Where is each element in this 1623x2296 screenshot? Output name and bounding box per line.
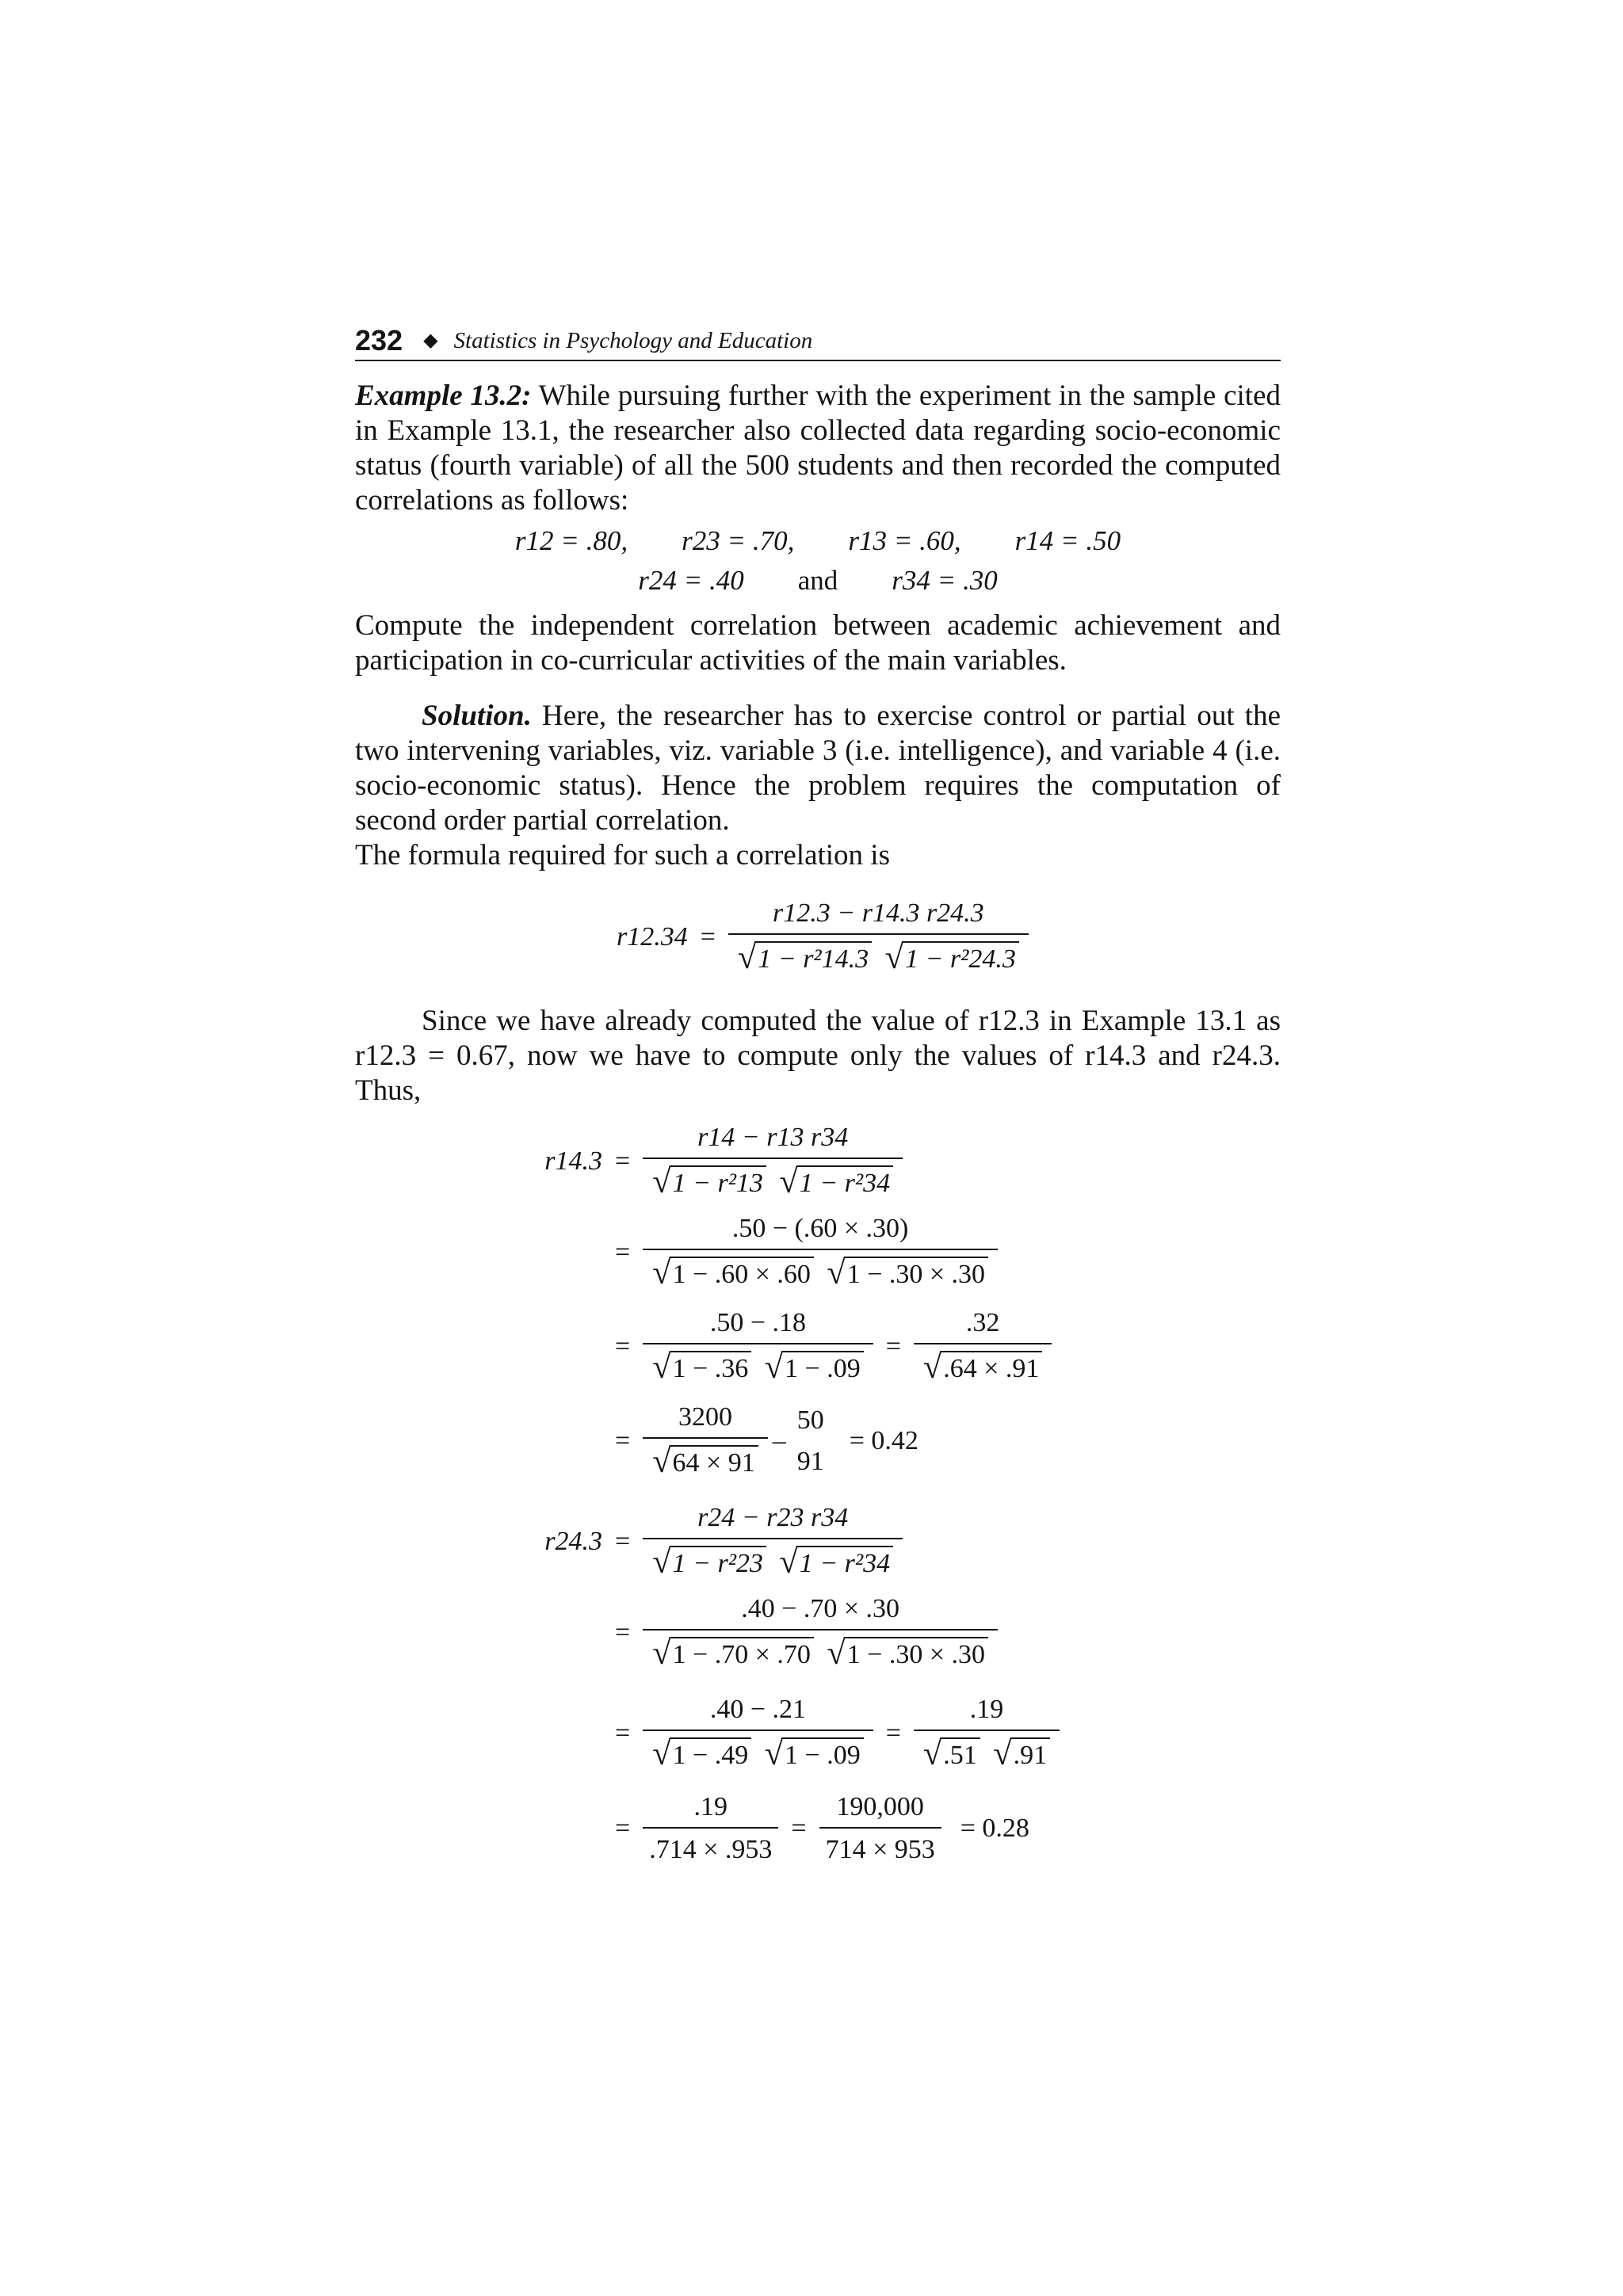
r24-3-line-2: = .40 − .70 × .30 √ 1 − .70 × .70 √ 1 − .30 × .30 [450, 1594, 1281, 1671]
formula-r12-34 [617, 898, 1281, 975]
r14-3-line-4: = 3200 √ 64 × 91 – 50 91 = 0.42 [615, 1402, 918, 1480]
question-paragraph: Compute the independent correlation between academic achievement and participation in co-curricular activities of the main variables. [355, 609, 1281, 677]
page-header [355, 320, 1281, 361]
formula-den-2: 1 − r²24.3 [902, 941, 1019, 975]
r14-3-line-1: r14.3 = r14 − r13 r34 √ 1 − r²13 √ 1 − r²34 [450, 1123, 1281, 1199]
page-number: 232 [355, 324, 403, 357]
r24-3-lhs: r24.3 [544, 1526, 602, 1556]
formula-numerator: r12.3 − r14.3 r24.3 [773, 898, 984, 928]
formula-fraction: r12.3 − r14.3 r24.3 √ 1 − r²14.3 √ 1 − r²24.3 [728, 898, 1029, 975]
formula-den-1: 1 − r²14.3 [754, 941, 872, 975]
r14-3-result: = 0.42 [849, 1425, 918, 1455]
r14-3-line-3: = .50 − .18 √ 1 − .36 √ 1 − .09 = .32 √ .64 × .91 [450, 1308, 1281, 1385]
example-label: Example 13.2: [355, 379, 532, 412]
solution-text: Here, the researcher has to exercise control or partial out the two intervening variables, viz. variable 3 (i.e. intelligence), and variable 4 (i.e. socio-economic status). Hence the problem requires the computation of second order partial correlation. [355, 700, 1281, 837]
r24-3-line-4: = $\frac{.19}{.714 \times .953}$ = $\frac{190,000}{714 \times 953}$ = 0.28 [615, 1792, 1029, 1864]
r24-3-line-1: r24.3 = r24 − r23 r34 √ 1 − r²23 √ 1 − r²34 [450, 1503, 1281, 1580]
given-r24: r24 = .40 [638, 565, 744, 596]
r24-3-derivation [450, 1503, 1281, 1865]
given-correlations [355, 521, 1281, 601]
since-paragraph: Since we have already computed the value of r12.3 in Example 13.1 as r12.3 = 0.67, now we have to compute only the values of r14.3 and r24.3. Thus, [355, 1005, 1281, 1107]
r14-3-line-2: = .50 − (.60 × .30) √ 1 − .60 × .60 √ 1 − .30 × .30 [450, 1214, 1281, 1291]
r24-3-result: = 0.28 [960, 1814, 1029, 1843]
running-title: Statistics in Psychology and Education [453, 328, 813, 354]
given-r34: r34 = .30 [892, 565, 998, 596]
diamond-icon: ◆ [423, 330, 438, 351]
given-and: and [797, 565, 838, 596]
textbook-page [355, 320, 1281, 1865]
given-r14: r14 = .50 [1014, 525, 1121, 556]
solution-paragraph [355, 699, 1281, 838]
r14-3-derivation [450, 1123, 1281, 1479]
formula-lhs: r12.34 [617, 921, 688, 952]
equals-sign: = [700, 921, 716, 952]
example-text: While pursuing further with the experiment in the sample cited in Example 13.1, the researcher also collected data regarding socio-economic status (fourth variable) of all the 500 students and then recorded the computed correlations as follows: [355, 379, 1281, 517]
example-paragraph [355, 379, 1281, 518]
given-r13: r13 = .60, [848, 525, 961, 556]
formula-intro: The formula required for such a correlation is [355, 839, 890, 871]
given-r12: r12 = .80, [514, 525, 628, 556]
r24-3-line-3: = .40 − .21 √ 1 − .49 √ 1 − .09 = .19 √ .51 √ .91 [450, 1695, 1281, 1772]
solution-label: Solution. [422, 700, 532, 732]
given-r23: r23 = .70, [682, 525, 795, 556]
r14-3-lhs: r14.3 [544, 1146, 602, 1176]
